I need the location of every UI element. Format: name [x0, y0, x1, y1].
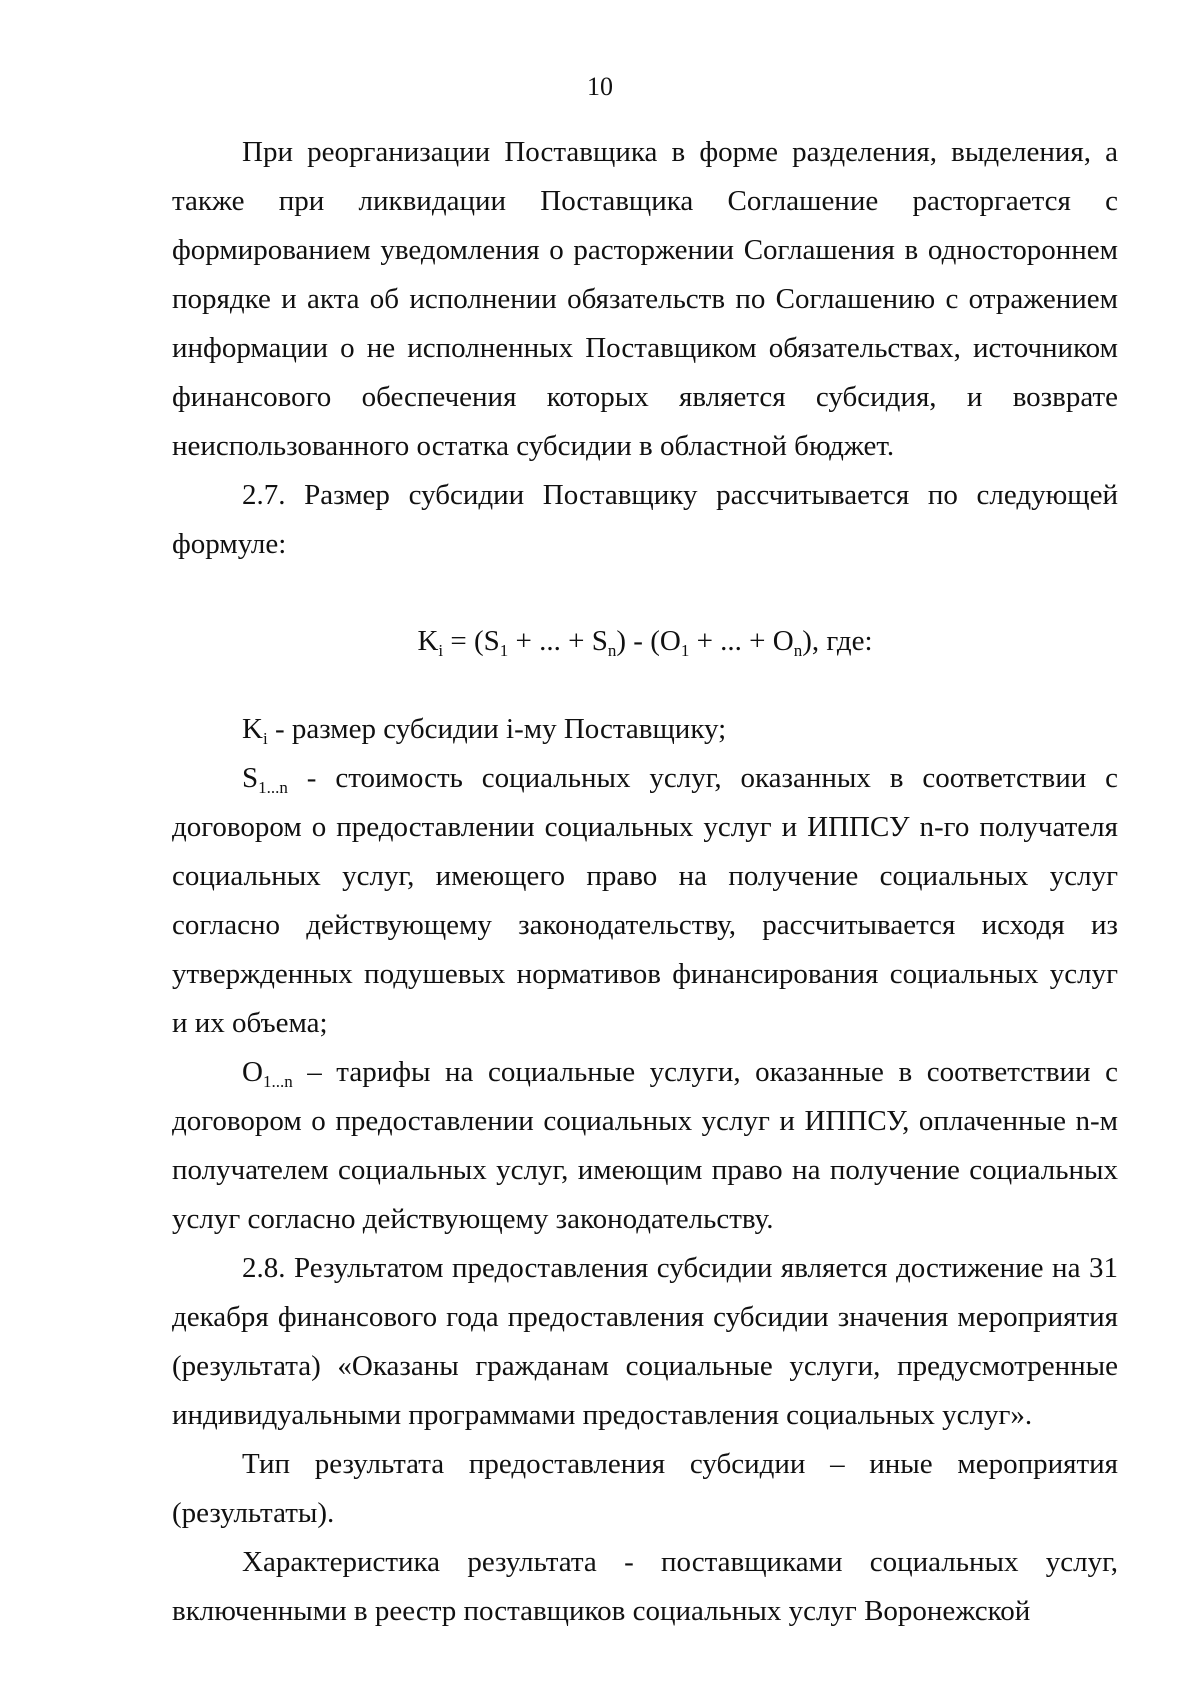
definition-k [172, 705, 1118, 754]
formula-k: K [417, 625, 439, 657]
definition-o-text: – тарифы на социальные услуги, оказанные в соответствии с договором о предоставлении социальных услуг и ИППСУ, оплаченные n-м получателем социальных услуг, имеющим право на получение социальных услуг согласно действующему законодательству. [172, 1056, 1118, 1235]
definition-s-symbol: S [242, 762, 259, 794]
paragraph-2-8: 2.8. Результатом предоставления субсидии является достижение на 31 декабря финансового года предоставления субсидии значения мероприятия (результата) «Оказаны гражданам социальные услуги, предусмотренные индивидуальными программами предоставления социальных услуг». [172, 1252, 1118, 1431]
paragraph-result-characteristic: Характеристика результата - поставщиками социальных услуг, включенными в реестр поставщиков социальных услуг Воронежской [172, 1546, 1118, 1627]
subsidy-formula [172, 621, 1118, 661]
page-number: 10 [587, 72, 613, 101]
formula-mid: ) - (O [616, 625, 681, 657]
definition-o-symbol: O [242, 1056, 263, 1088]
definition-o-sub: 1...n [262, 1072, 293, 1091]
definition-s-text: - стоимость социальных услуг, оказанных в соответствии с договором о предоставлении социальных услуг и ИППСУ n-го получателя социальных услуг, имеющего право на получение социальных услуг согласно действующему законодательству, рассчитывается исходя из утвержденных подушевых нормативов финансирования социальных услуг и их объема; [172, 762, 1118, 1039]
formula-o-mid: + ... + O [689, 625, 794, 657]
formula-s-mid: + ... + S [508, 625, 608, 657]
formula-open: = (S [443, 625, 500, 657]
definition-k-symbol: K [242, 713, 263, 745]
definition-s-sub: 1...n [258, 778, 288, 797]
formula-o1-sub: 1 [680, 641, 690, 660]
formula-k-sub: i [438, 641, 444, 660]
formula-s1-sub: 1 [499, 641, 509, 660]
paragraph-reorganization: При реорганизации Поставщика в форме разделения, выделения, а также при ликвидации Поставщика Соглашение расторгается с формированием уведомления о расторжении Соглашения в одностороннем порядке и акта об исполнении обязательств по Соглашению с отражением информации о не исполненных Поставщиком обязательствах, источником финансового обеспечения которых является субсидия, и возврате неиспользованного остатка субсидии в областной бюджет. [172, 136, 1118, 462]
document-body [172, 128, 1118, 1636]
paragraph-2-7: 2.7. Размер субсидии Поставщику рассчитывается по следующей формуле: [172, 479, 1118, 560]
paragraph-result-type: Тип результата предоставления субсидии – иные мероприятия (результаты). [172, 1448, 1118, 1529]
definition-k-sub: i [262, 729, 268, 748]
formula-on-sub: n [793, 641, 803, 660]
definition-o [172, 1048, 1118, 1244]
formula-close: ), где: [802, 625, 873, 657]
definition-s [172, 754, 1118, 1048]
formula-sn-sub: n [607, 641, 617, 660]
definition-k-text: - размер субсидии i-му Поставщику; [267, 713, 727, 745]
